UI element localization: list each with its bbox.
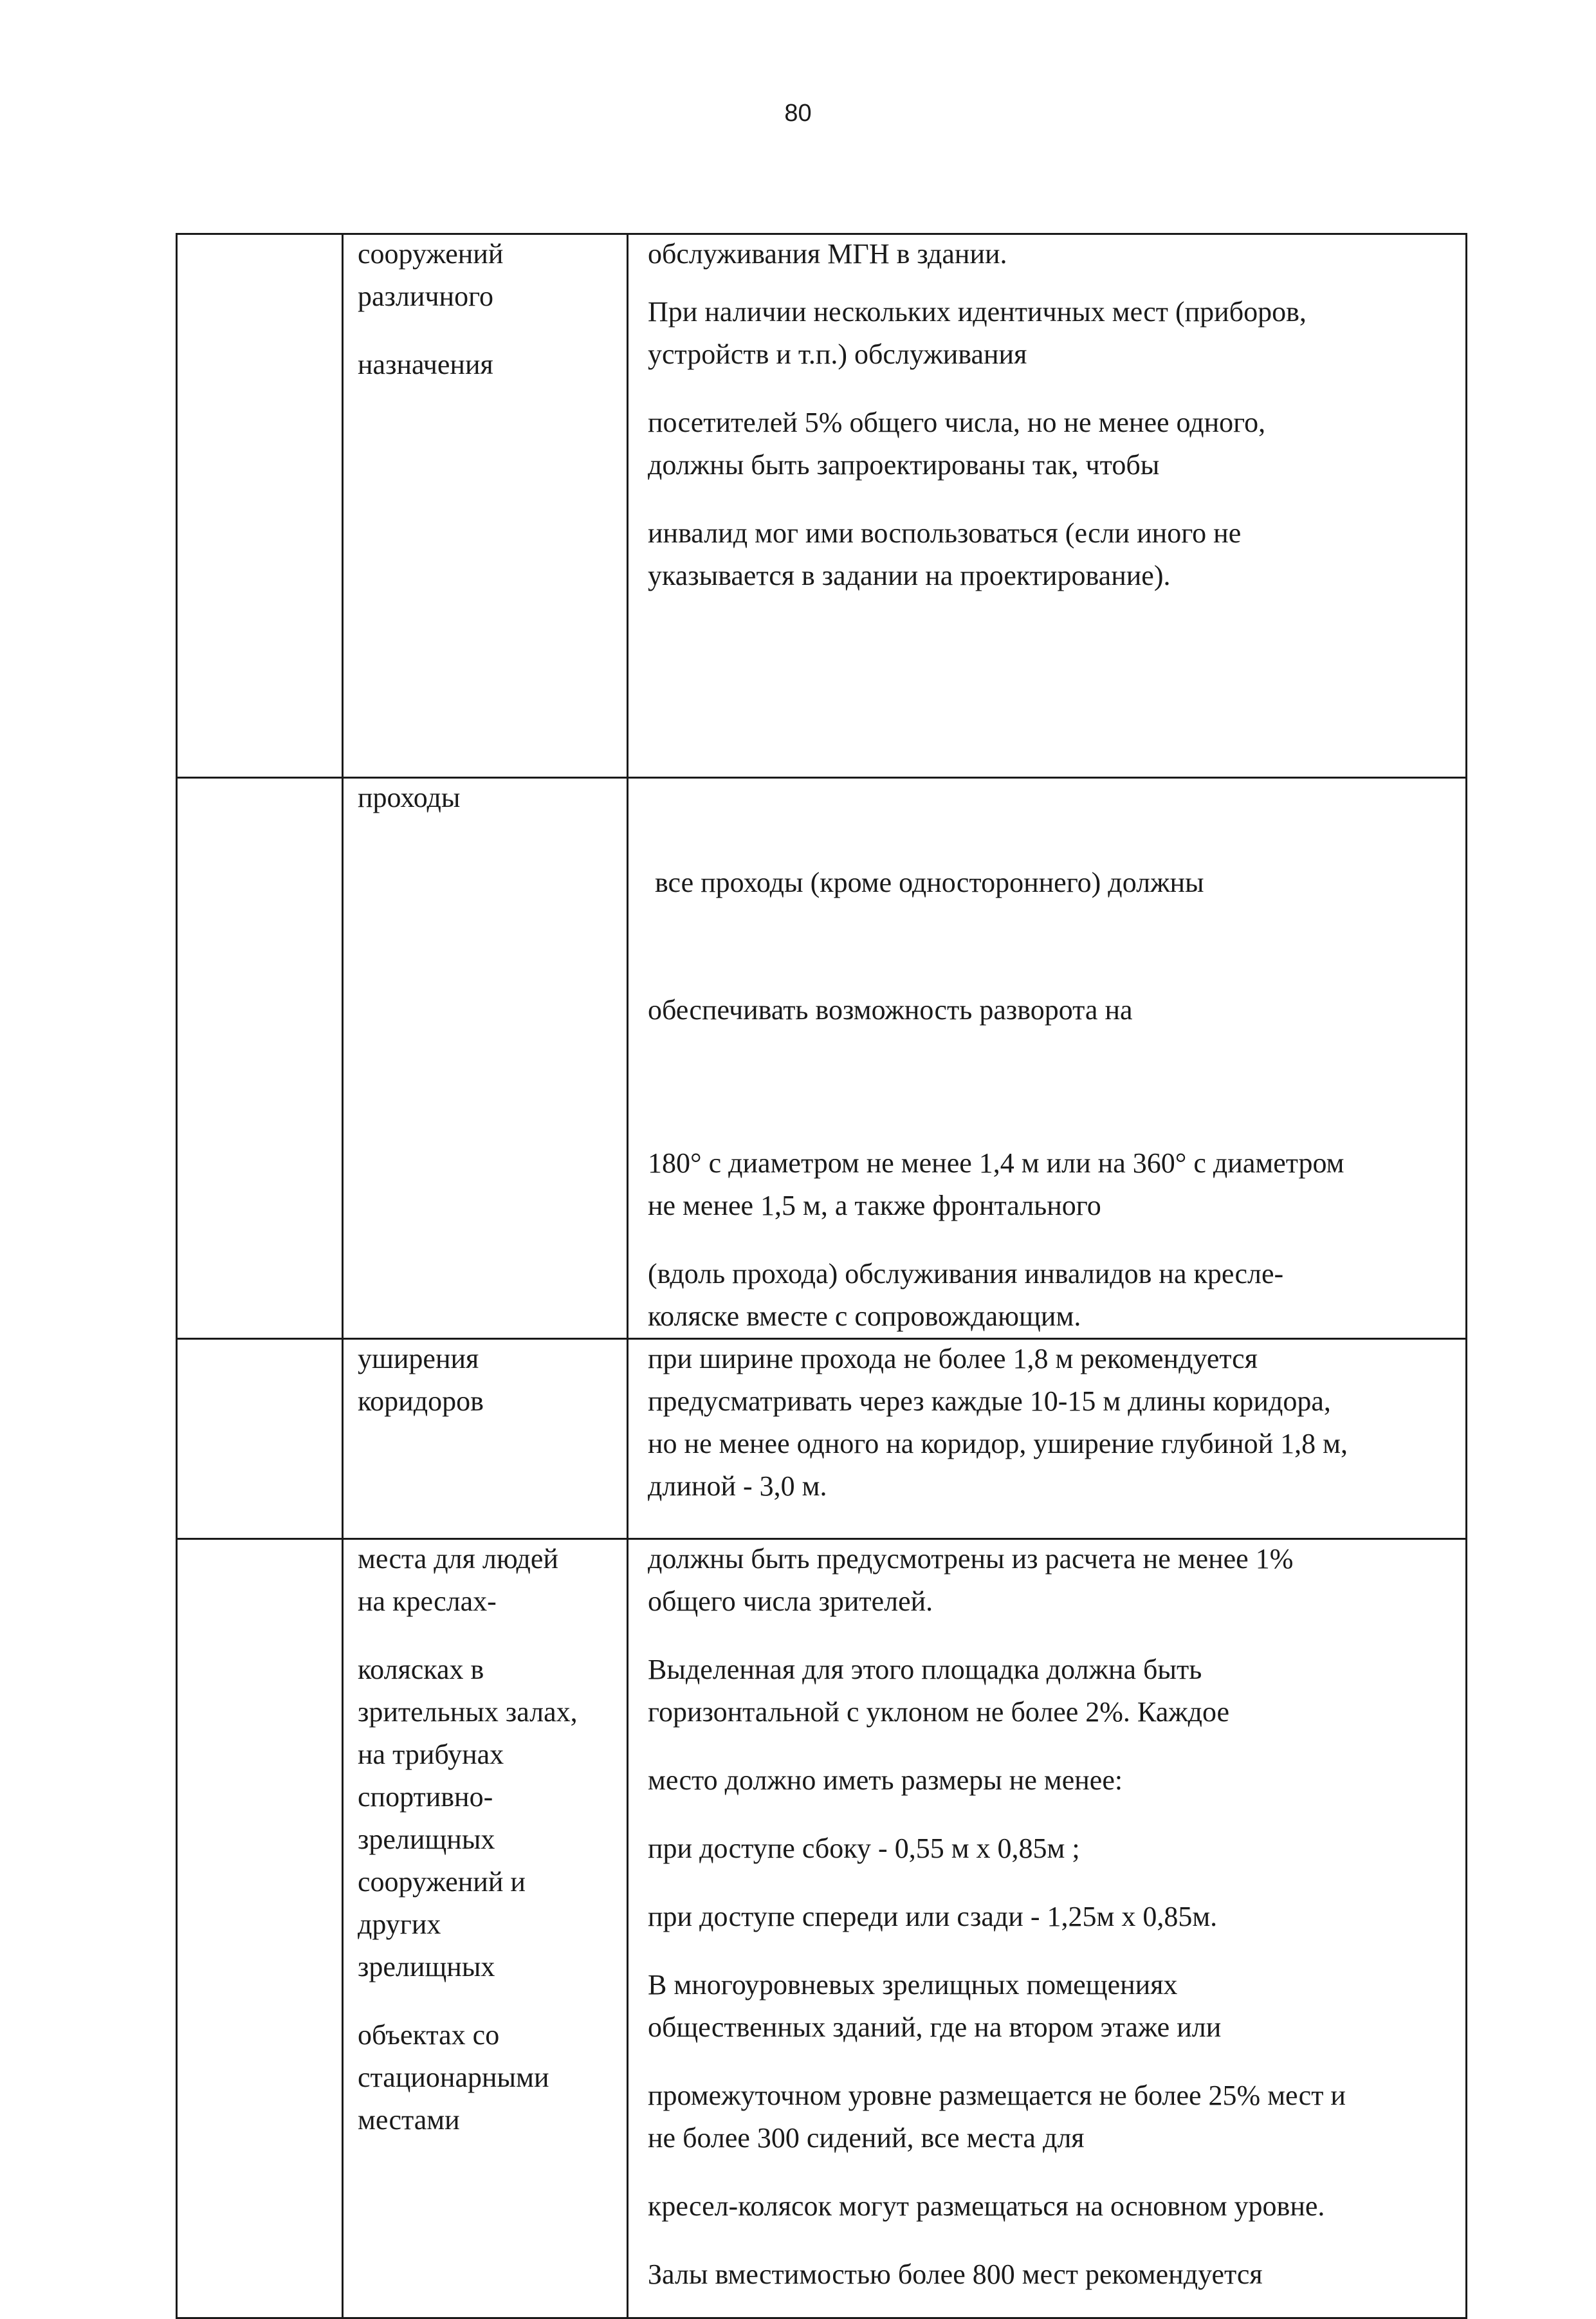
text-line: предусматривать через каждые 10-15 м длины коридора,: [648, 1385, 1331, 1417]
description-cell: [628, 234, 1467, 778]
text-line: должны быть предусмотрены из расчета не менее 1%: [648, 1543, 1294, 1575]
table-cell-empty: [177, 234, 343, 778]
text-line: обеспечивать возможность разворота на: [648, 994, 1133, 1026]
table-cell-empty: [177, 1539, 343, 2318]
term-line: сооружений и: [358, 1866, 526, 1898]
text-line: обслуживания МГН в здании.: [648, 238, 1007, 270]
text-line: но не менее одного на коридор, уширение глубиной 1,8 м,: [648, 1428, 1348, 1459]
term-line: на креслах-: [358, 1585, 497, 1617]
text-line: общего числа зрителей.: [648, 1585, 933, 1617]
text-line: В многоуровневых зрелищных помещениях: [648, 1969, 1178, 2000]
text-line: При наличии нескольких идентичных мест (приборов,: [648, 296, 1307, 328]
text-line: Выделенная для этого площадка должна быть: [648, 1654, 1202, 1685]
term-line: уширения: [358, 1343, 479, 1374]
term-cell: [343, 1339, 628, 1539]
text-line: кресел-колясок могут размещаться на основном уровне.: [648, 2190, 1325, 2222]
term-line: зрительных залах,: [358, 1696, 578, 1728]
term-line: места для людей: [358, 1543, 558, 1575]
term-line: объектах со: [358, 2019, 500, 2051]
term-line: на трибунах: [358, 1739, 504, 1770]
term-line: других: [358, 1908, 441, 1940]
table-cell-empty: [177, 1339, 343, 1539]
term-line: местами: [358, 2104, 460, 2136]
text-line: указывается в задании на проектирование).: [648, 560, 1171, 591]
table-row: [177, 1539, 1467, 2318]
table-row: [177, 1339, 1467, 1539]
term-cell: [343, 778, 628, 1339]
text-line: инвалид мог ими воспользоваться (если иного не: [648, 517, 1242, 549]
term-line: коридоров: [358, 1385, 484, 1417]
text-line: при доступе спереди или сзади - 1,25м x 0,85м.: [648, 1901, 1218, 1932]
term-line: различного: [358, 281, 494, 312]
text-line: устройств и т.п.) обслуживания: [648, 338, 1027, 370]
text-line: (вдоль прохода) обслуживания инвалидов на кресле-: [648, 1258, 1284, 1289]
term-line: колясках в: [358, 1654, 484, 1685]
term-line: сооружений: [358, 238, 504, 270]
text-line: Залы вместимостью более 800 мест рекомендуется: [648, 2259, 1263, 2290]
term-line: проходы: [358, 782, 461, 813]
text-line: не менее 1,5 м, а также фронтального: [648, 1190, 1101, 1221]
table-cell-empty: [177, 778, 343, 1339]
description-cell: [628, 1339, 1467, 1539]
text-line: промежуточном уровне размещается не более 25% мест и: [648, 2080, 1346, 2111]
text-line: длиной - 3,0 м.: [648, 1470, 827, 1502]
text-line: должны быть запроектированы так, чтобы: [648, 449, 1160, 481]
page-number: 80: [784, 100, 812, 127]
requirements-table: [176, 233, 1467, 2319]
term-line: назначения: [358, 349, 493, 380]
text-line: посетителей 5% общего числа, но не менее одного,: [648, 407, 1266, 438]
table-row: [177, 234, 1467, 778]
term-line: стационарными: [358, 2062, 549, 2093]
text-line: место должно иметь размеры не менее:: [648, 1764, 1123, 1796]
table-row: [177, 778, 1467, 1339]
text-line: при ширине прохода не более 1,8 м рекомендуется: [648, 1343, 1258, 1374]
term-cell: [343, 234, 628, 778]
term-line: зрелищных: [358, 1824, 495, 1855]
description-cell: [628, 778, 1467, 1339]
text-line: общественных зданий, где на втором этаже или: [648, 2011, 1222, 2043]
term-line: зрелищных: [358, 1951, 495, 1982]
text-line: коляске вместе с сопровождающим.: [648, 1300, 1081, 1332]
text-line: 180° с диаметром не менее 1,4 м или на 360° с диаметром: [648, 1147, 1344, 1179]
term-cell: [343, 1539, 628, 2318]
text-line: горизонтальной с уклоном не более 2%. Каждое: [648, 1696, 1230, 1728]
text-line: не более 300 сидений, все места для: [648, 2122, 1085, 2154]
text-line: при доступе сбоку - 0,55 м x 0,85м ;: [648, 1833, 1080, 1864]
text-line: все проходы (кроме одностороннего) должны: [648, 867, 1204, 898]
description-cell: [628, 1539, 1467, 2318]
term-line: спортивно-: [358, 1781, 493, 1813]
